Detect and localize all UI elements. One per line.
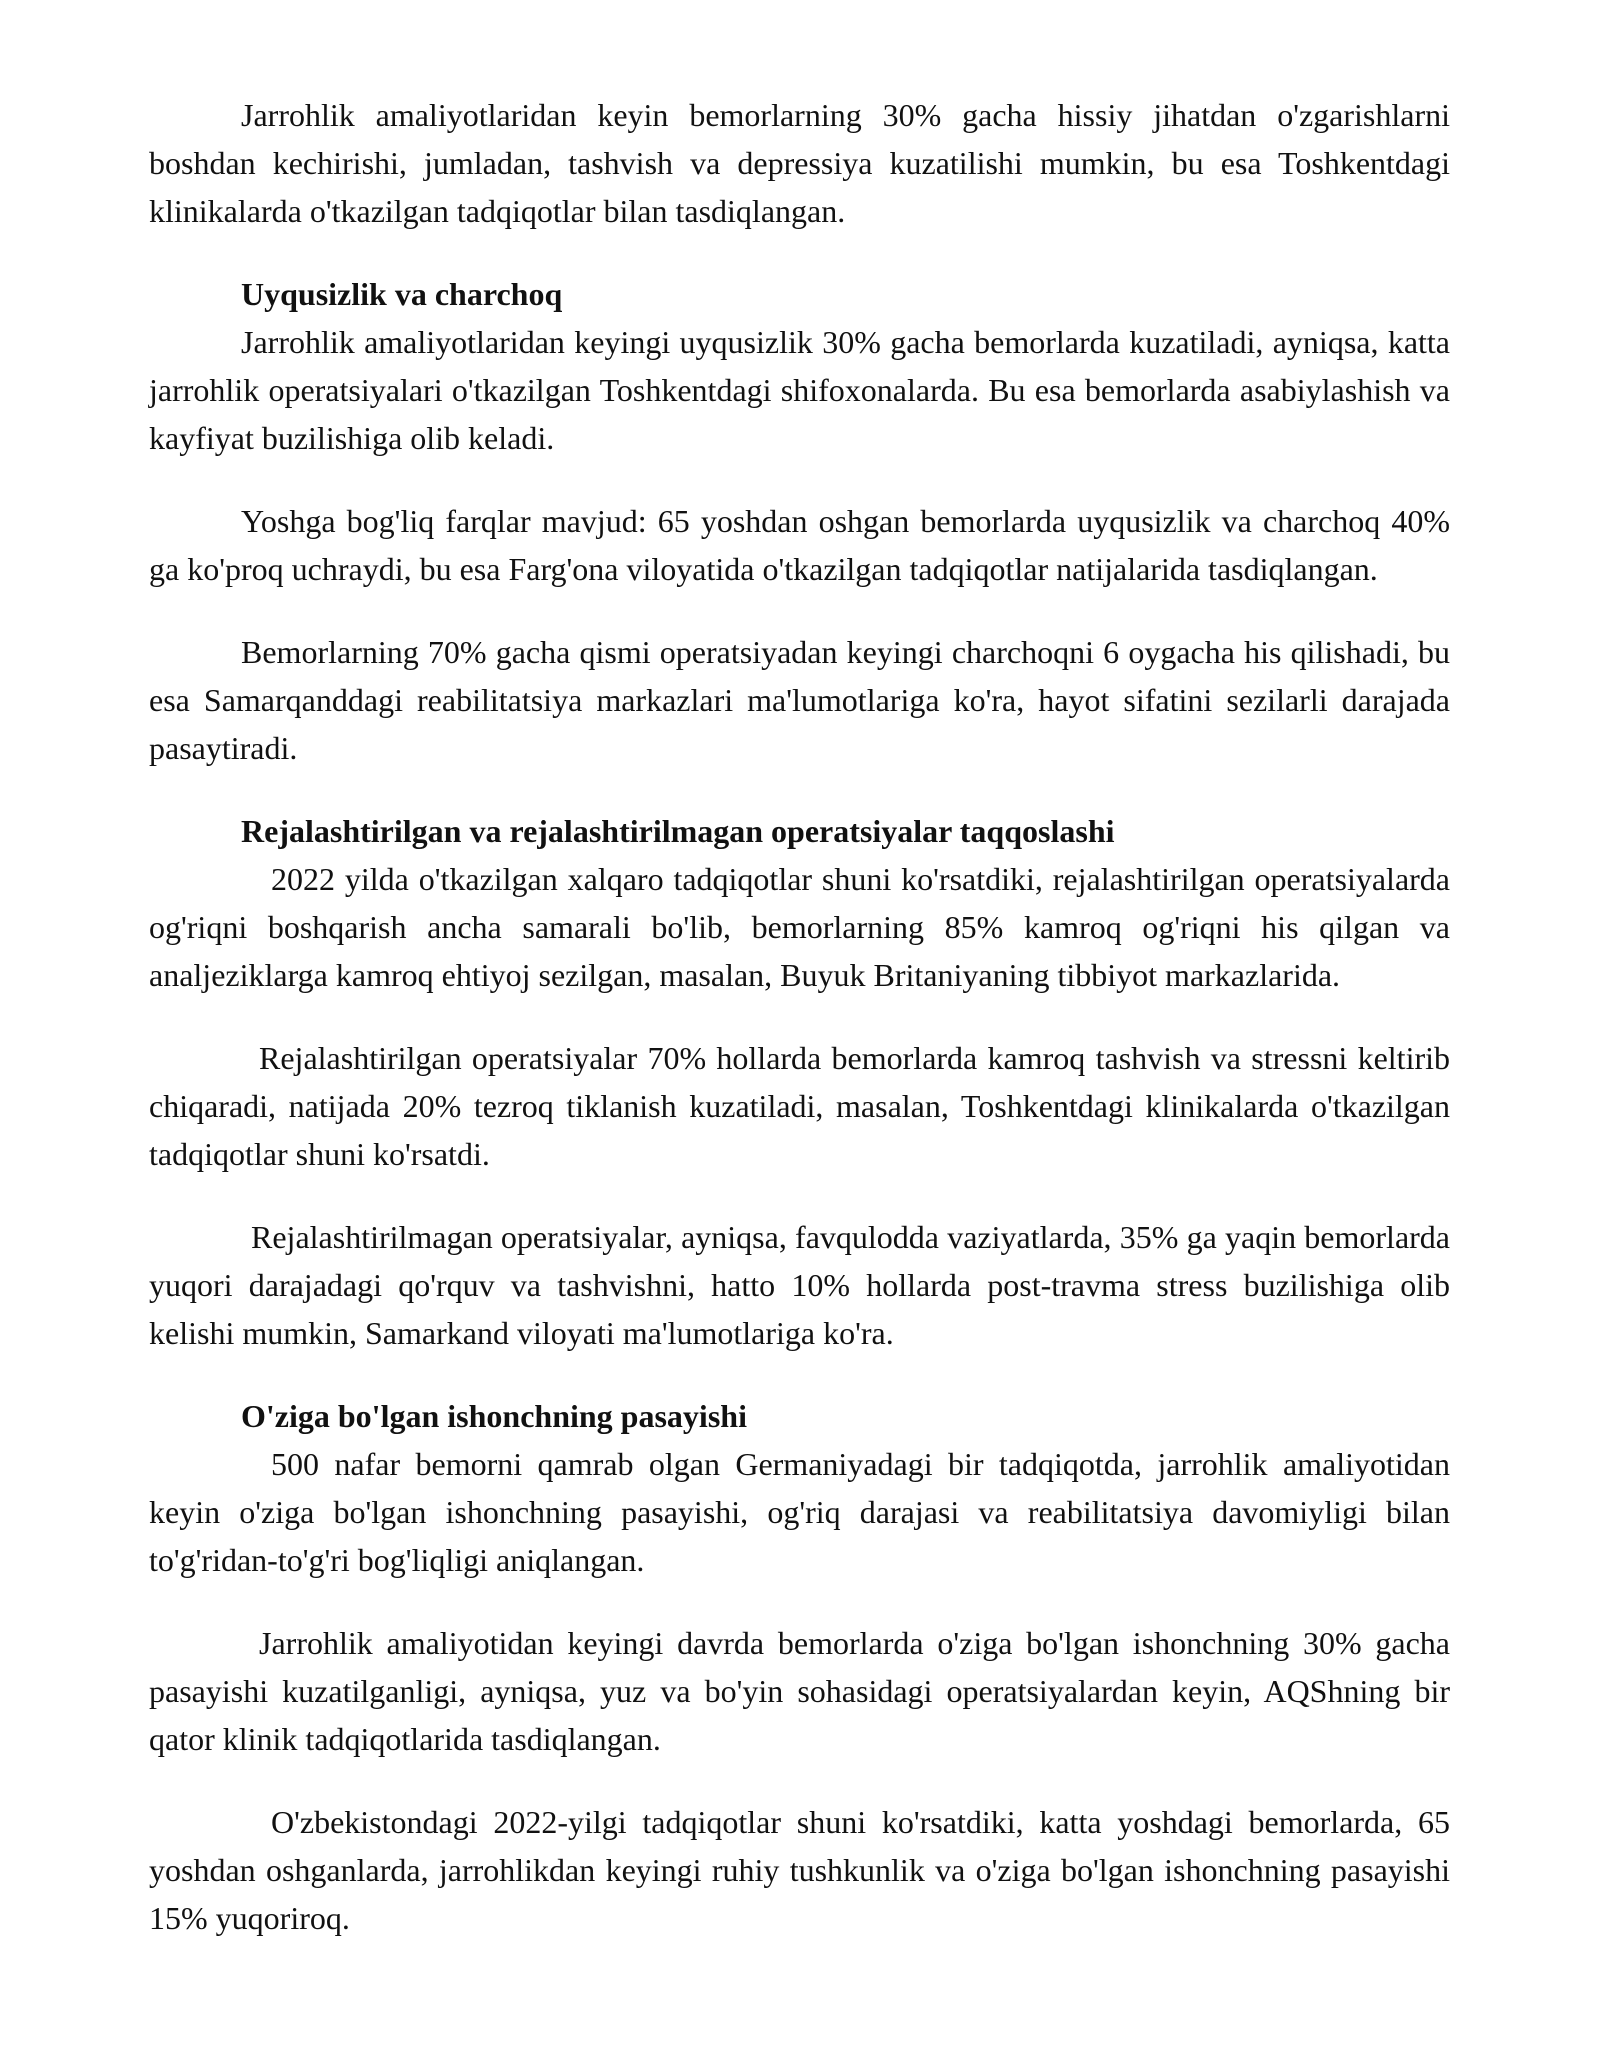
intro-paragraph: Jarrohlik amaliyotlaridan keyin bemorlarning 30% gacha hissiy jihatdan o'zgarishlarni boshdan kechirishi, jumladan, tashvish va depressiya kuzatilishi mumkin, bu esa Toshkentdagi klinikalarda o'tkazilgan tadqiqotlar bilan tasdiqlangan. [149, 97, 1450, 229]
confidence-paragraph-3: O'zbekistondagi 2022-yilgi tadqiqotlar shuni ko'rsatdiki, katta yoshdagi bemorlarda, 65 yoshdan oshganlarda, jarrohlikdan keyingi ruhiy tushkunlik va o'ziga bo'lgan ishonchning pasayishi 15% yuqoriroq. [149, 1804, 1450, 1936]
section-heading-planned-vs-unplanned: Rejalashtirilgan va rejalashtirilmagan operatsiyalar taqqoslashi [241, 813, 1115, 849]
planned-paragraph-1: 2022 yilda o'tkazilgan xalqaro tadqiqotlar shuni ko'rsatdiki, rejalashtirilgan operatsiyalarda og'riqni boshqarish ancha samarali bo'lib, bemorlarning 85% kamroq og'riqni his qilgan va analjeziklarga kamroq ehtiyoj sezilgan, masalan, Buyuk Britaniyaning tibbiyot markazlarida. [149, 861, 1450, 993]
document-body [149, 91, 1450, 1942]
insomnia-paragraph-1: Jarrohlik amaliyotlaridan keyingi uyqusizlik 30% gacha bemorlarda kuzatiladi, ayniqsa, katta jarrohlik operatsiyalari o'tkazilgan Toshkentdagi shifoxonalarda. Bu esa bemorlarda asabiylashish va kayfiyat buzilishiga olib keladi. [149, 324, 1450, 456]
confidence-paragraph-1: 500 nafar bemorni qamrab olgan Germaniyadagi bir tadqiqotda, jarrohlik amaliyotidan keyin o'ziga bo'lgan ishonchning pasayishi, og'riq darajasi va reabilitatsiya davomiyligi bilan to'g'ridan-to'g'ri bog'liqligi aniqlangan. [149, 1446, 1450, 1578]
planned-paragraph-3: Rejalashtirilmagan operatsiyalar, ayniqsa, favqulodda vaziyatlarda, 35% ga yaqin bemorlarda yuqori darajadagi qo'rquv va tashvishni, hatto 10% hollarda post-travma stress buzilishiga olib kelishi mumkin, Samarkand viloyati ma'lumotlariga ko'ra. [149, 1219, 1450, 1351]
confidence-paragraph-2: Jarrohlik amaliyotidan keyingi davrda bemorlarda o'ziga bo'lgan ishonchning 30% gacha pasayishi kuzatilganligi, ayniqsa, yuz va bo'yin sohasidagi operatsiyalardan keyin, AQShning bir qator klinik tadqiqotlarida tasdiqlangan. [149, 1625, 1450, 1757]
section-heading-insomnia: Uyqusizlik va charchoq [241, 276, 563, 312]
insomnia-paragraph-2: Yoshga bog'liq farqlar mavjud: 65 yoshdan oshgan bemorlarda uyqusizlik va charchoq 40% ga ko'proq uchraydi, bu esa Farg'ona viloyatida o'tkazilgan tadqiqotlar natijalarida tasdiqlangan. [149, 503, 1450, 587]
planned-paragraph-2: Rejalashtirilgan operatsiyalar 70% hollarda bemorlarda kamroq tashvish va stressni keltirib chiqaradi, natijada 20% tezroq tiklanish kuzatiladi, masalan, Toshkentdagi klinikalarda o'tkazilgan tadqiqotlar shuni ko'rsatdi. [149, 1040, 1450, 1172]
section-heading-self-confidence: O'ziga bo'lgan ishonchning pasayishi [241, 1398, 747, 1434]
insomnia-paragraph-3: Bemorlarning 70% gacha qismi operatsiyadan keyingi charchoqni 6 oygacha his qilishadi, bu esa Samarqanddagi reabilitatsiya markazlari ma'lumotlariga ko'ra, hayot sifatini sezilarli darajada pasaytiradi. [149, 634, 1450, 766]
